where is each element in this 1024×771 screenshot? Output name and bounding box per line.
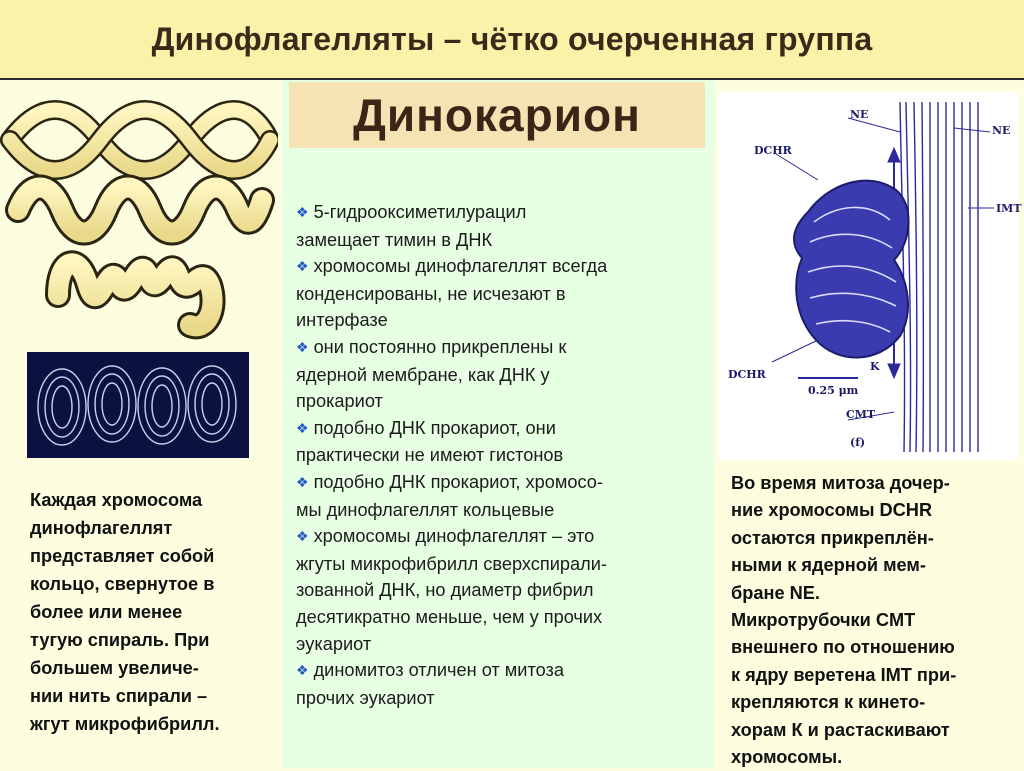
- daughter-chromosome-shape: [794, 181, 909, 358]
- bullet-item: [296, 469, 706, 523]
- bullet-list: [296, 199, 706, 711]
- bullet-line: практически не имеют гистонов: [296, 445, 564, 466]
- right-caption-line: бране NE.: [731, 582, 820, 603]
- right-caption-line: внешнего по отношению: [731, 637, 955, 658]
- bullet-line: хромосомы динофлагеллят – это: [313, 526, 595, 547]
- slide-title: Динофлагелляты – чётко очерченная группа: [151, 20, 873, 57]
- mitosis-diagram: [718, 92, 1022, 460]
- diamond-bullet-icon: ❖: [296, 528, 309, 545]
- label-ne-right: NE: [992, 124, 1011, 137]
- bullet-line: подобно ДНК прокариот, хромосо-: [313, 471, 603, 492]
- bullet-line: замещает тимин в ДНК: [296, 229, 493, 250]
- right-caption-line: Микротрубочки CMT: [731, 610, 916, 631]
- bullet-line: эукариот: [296, 633, 372, 654]
- diamond-bullet-icon: ❖: [296, 338, 309, 355]
- left-caption-line: жгут микрофибрилл.: [30, 714, 220, 734]
- right-caption: [731, 470, 1015, 771]
- label-scale: 0.25 μm: [808, 384, 859, 397]
- bullet-item: [296, 415, 706, 469]
- bullet-line: интерфазе: [296, 310, 388, 331]
- bullet-line: прочих эукариот: [296, 687, 435, 708]
- medium-coil: [18, 188, 262, 233]
- label-panel: (f): [850, 436, 866, 449]
- bullet-line: диномитоз отличен от митоза: [313, 660, 564, 681]
- left-caption-line: Каждая хромосома: [30, 490, 203, 510]
- right-caption-line: хромосомы.: [731, 747, 843, 768]
- left-caption: [30, 486, 270, 738]
- label-dchr-top: DCHR: [754, 144, 792, 157]
- bullet-line: подобно ДНК прокариот, они: [313, 417, 556, 438]
- bullet-line: ядерной мембране, как ДНК у: [296, 364, 550, 385]
- section-title-box: [289, 82, 705, 148]
- right-caption-line: к ядру веретена IMT при-: [731, 664, 957, 685]
- bullet-line: хромосомы динофлагеллят всегда: [313, 256, 608, 277]
- bullet-line: прокариот: [296, 391, 383, 412]
- right-caption-line: Во время митоза дочер-: [731, 473, 950, 493]
- label-imt: IMT: [996, 202, 1022, 215]
- bullet-line: зованной ДНК, но диаметр фибрил: [296, 580, 594, 601]
- left-caption-line: динофлагеллят: [30, 518, 173, 538]
- micrograph-image: [27, 352, 249, 458]
- bullet-line: конденсированы, не исчезают в: [296, 283, 566, 304]
- diamond-bullet-icon: ❖: [296, 204, 309, 220]
- bullet-line: десятикратно меньше, чем у прочих: [296, 606, 603, 627]
- bullet-line: мы динофлагеллят кольцевые: [296, 499, 555, 520]
- label-cmt: CMT: [846, 408, 876, 421]
- left-caption-line: кольцо, свернутое в: [30, 574, 215, 594]
- left-caption-line: более или менее: [30, 602, 183, 622]
- bullet-item: [296, 523, 706, 657]
- bullet-item: [296, 253, 706, 334]
- tight-coil: [58, 263, 213, 326]
- bullet-item: [296, 657, 706, 711]
- chromosome-coils-illustration: [0, 100, 278, 350]
- right-caption-line: остаются прикреплён-: [731, 527, 934, 548]
- bullet-line: 5-гидрооксиметилурацил: [313, 202, 527, 222]
- bullet-line: они постоянно прикреплены к: [313, 336, 567, 357]
- bullet-item: [296, 199, 706, 253]
- section-title: Динокарион: [353, 89, 641, 141]
- left-caption-line: нии нить спирали –: [30, 686, 208, 706]
- right-caption-line: ние хромосомы DCHR: [731, 500, 933, 521]
- label-dchr-bottom: DCHR: [728, 368, 766, 381]
- diamond-bullet-icon: ❖: [296, 258, 309, 275]
- diamond-bullet-icon: ❖: [296, 473, 309, 490]
- diamond-bullet-icon: ❖: [296, 662, 309, 679]
- slide-header: [0, 0, 1024, 80]
- right-caption-line: хорам К и растаскивают: [731, 719, 950, 740]
- label-ne-left: NE: [850, 108, 869, 121]
- left-caption-line: представляет собой: [30, 546, 215, 566]
- bullet-line: жгуты микрофибрилл сверхспирали-: [296, 553, 607, 574]
- right-caption-line: крепляются к кинето-: [731, 692, 926, 713]
- loose-coil: [10, 110, 270, 170]
- label-k: K: [870, 360, 880, 373]
- bullet-item: [296, 334, 706, 415]
- diamond-bullet-icon: ❖: [296, 419, 309, 436]
- left-caption-line: большем увеличе-: [30, 658, 199, 678]
- left-caption-line: тугую спираль. При: [30, 630, 210, 650]
- right-caption-line: ными к ядерной мем-: [731, 555, 926, 576]
